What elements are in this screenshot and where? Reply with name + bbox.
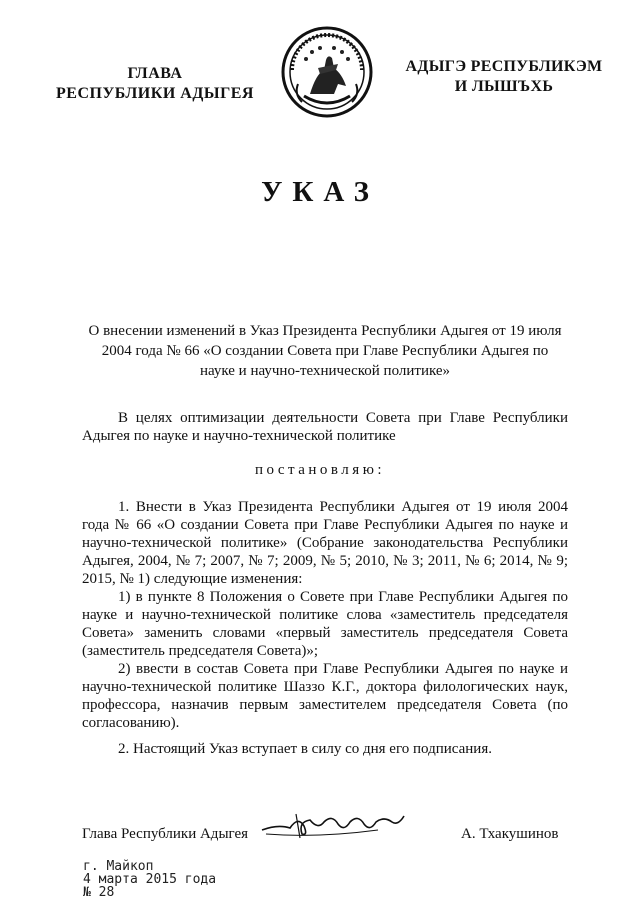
header-right-line2: И ЛЫШЪХЬ [454, 78, 554, 95]
item-2-paragraph: 2. Настоящий Указ вступает в силу со дня его подписания. [118, 741, 492, 757]
footer-place: г. Майкоп [83, 859, 154, 874]
item-1-paragraph: 1. Внести в Указ Президента Республики Адыгея от 19 июля 2004 года № 66 «О создании Совета при Главе Республики Адыгея по науке и научно-технической политике» (Собрание законодательства Республики Адыгея, 2004, № 7; 2007, № 7; 2009, № 5; 2010, № 3; 2011, № 6; 2014, № 9; 2015, № 1) следующие изменения: [82, 499, 568, 587]
subject-line-1: О внесении изменений в Указ Президента Республики Адыгея от 19 июля [88, 323, 562, 339]
item-1-1-paragraph: 1) в пункте 8 Положения о Совете при Главе Республики Адыгея по науке и научно-технической политике слова «заместитель председателя Совета» заменить словами «первый заместитель председателя Совета (заместитель председателя Совета)»; [82, 589, 568, 659]
signatory-name: А. Тхакушинов [461, 826, 559, 842]
signatory-position: Глава Республики Адыгея [82, 826, 249, 842]
coat-of-arms-icon [276, 24, 378, 120]
subject-line-2: 2004 года № 66 «О создании Совета при Главе Республики Адыгея по [101, 343, 549, 359]
footer-number: № 28 [83, 885, 115, 900]
item-1-2-paragraph: 2) ввести в состав Совета при Главе Республики Адыгея по науке и научно-технической политике Шаззо К.Г., доктора филологических наук, профессора, назначив первым заместителем председателя Совета (по согласованию). [82, 661, 568, 731]
handwritten-signature [258, 808, 408, 842]
header-right [384, 57, 624, 97]
header-left-line2: РЕСПУБЛИКИ АДЫГЕЯ [56, 85, 254, 102]
document-subject [70, 321, 580, 381]
preamble-paragraph: В целях оптимизации деятельности Совета при Главе Республики Адыгея по науке и научно-технической политике [82, 410, 568, 444]
header-left-line1: ГЛАВА [127, 65, 183, 82]
decree-word: постановляю: [254, 462, 386, 478]
footer-date: 4 марта 2015 года [83, 872, 217, 887]
header-right-line1: АДЫГЭ РЕСПУБЛИКЭМ [405, 58, 603, 75]
header-left [40, 64, 270, 104]
document-title: УКАЗ [261, 176, 379, 208]
subject-line-3: науке и научно-технической политике» [199, 363, 451, 379]
